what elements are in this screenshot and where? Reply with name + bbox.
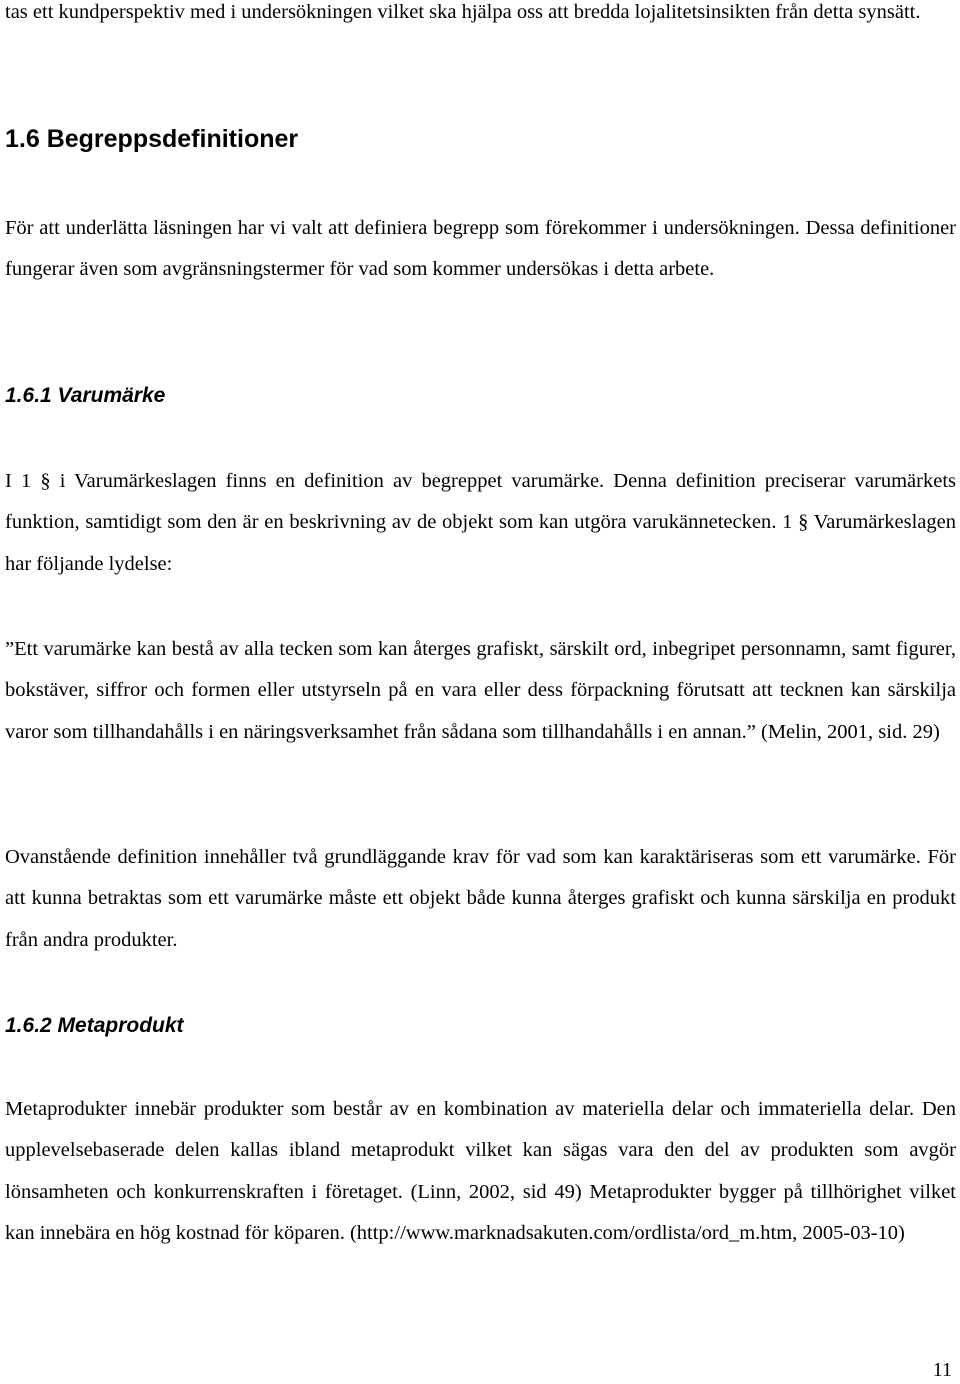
begreppsdefinitioner-paragraph: För att underlätta läsningen har vi valt att definiera begrepp som förekommer i undersökningen. Dessa definitioner fungerar även som avgränsningstermer för vad som kommer undersökas i detta arbete. (5, 217, 956, 281)
section-heading-begreppsdefinitioner: 1.6 Begreppsdefinitioner (5, 125, 299, 153)
varumarkeslagen-quote: ”Ett varumärke kan bestå av alla tecken som kan återges grafiskt, särskilt ord, inbegripet personnamn, samt figurer, bokstäver, siffror och formen eller utstyrseln på en vara eller dess förpackning förutsatt att tecknen kan särskilja varor som tillhandahålls i en näringsverksamhet från sådana som tillhandahålls i en annan.” (Melin, 2001, sid. 29) (5, 638, 956, 743)
subsection-heading-metaprodukt: 1.6.2 Metaprodukt (5, 1014, 184, 1037)
page-number: 11 (932, 1359, 952, 1381)
subsection-heading-varumarke: 1.6.1 Varumärke (5, 384, 166, 407)
varumarke-requirements-paragraph: Ovanstående definition innehåller två grundläggande krav för vad som kan karaktäriseras som ett varumärke. För att kunna betraktas som ett varumärke måste ett objekt både kunna återges grafiskt och kunna särskilja en produkt från andra produkter. (5, 846, 956, 951)
varumarke-paragraph: I 1 § i Varumärkeslagen finns en definition av begreppet varumärke. Denna definition preciserar varumärkets funktion, samtidigt som den är en beskrivning av de objekt som kan utgöra varukännetecken. 1 § Varumärkeslagen har följande lydelse: (5, 470, 956, 575)
intro-paragraph: tas ett kundperspektiv med i undersökningen vilket ska hjälpa oss att bredda lojalitetsinsikten från detta synsätt. (5, 1, 921, 23)
metaprodukt-paragraph: Metaprodukter innebär produkter som består av en kombination av materiella delar och immateriella delar. Den upplevelsebaserade delen kallas ibland metaprodukt vilket kan sägas vara den del av produkten som avgör lönsamheten och konkurrenskraften i företaget. (Linn, 2002, sid 49) Metaprodukter bygger på tillhörighet vilket kan innebära en hög kostnad för köparen. (http://www.marknadsakuten.com/ordlista/ord_m.htm, 2005-03-10) (5, 1098, 956, 1244)
